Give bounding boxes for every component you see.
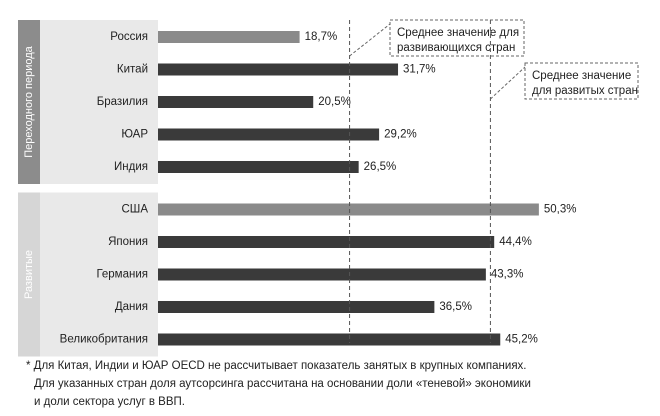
value-label: 20,5%	[318, 96, 351, 108]
value-label: 26,5%	[363, 161, 397, 173]
reference-connector	[490, 67, 525, 99]
category-label: Дания	[114, 301, 148, 313]
footnote-line: * Для Китая, Индии и ЮАР OECD не рассчитывает показатель занятых в крупных компаниях.	[26, 360, 527, 372]
category-label: Германия	[96, 268, 148, 281]
reference-label: для развитых стран	[532, 85, 638, 97]
bar	[158, 334, 500, 346]
footnote-line: Для указанных стран доля аутсорсинга рассчитана на основании доли «теневой» экономики	[34, 378, 531, 390]
category-label: Индия	[114, 161, 148, 173]
bar	[158, 31, 300, 43]
category-label: Бразилия	[96, 96, 148, 108]
reference-label: Среднее значение	[532, 70, 632, 82]
footnote-line: и доли сектора услуг в ВВП.	[34, 396, 185, 408]
value-label: 18,7%	[304, 31, 338, 43]
category-label: США	[121, 203, 148, 216]
value-label: 50,3%	[543, 203, 577, 216]
bar	[158, 96, 313, 108]
group-label: Развитые	[23, 249, 35, 300]
group-label: Переходного периода	[23, 46, 35, 158]
category-label: Великобритания	[59, 333, 148, 346]
bar	[158, 236, 494, 248]
bar	[158, 64, 398, 76]
bar	[158, 161, 359, 173]
bar	[158, 204, 539, 216]
value-label: 29,2%	[384, 128, 417, 141]
reference-label: Среднее значение для	[397, 27, 520, 39]
category-label: Россия	[110, 31, 148, 43]
category-label: Китай	[116, 63, 148, 76]
value-label: 43,3%	[490, 268, 524, 281]
category-label: Япония	[108, 236, 148, 248]
value-label: 36,5%	[439, 301, 472, 313]
footnote	[26, 357, 646, 411]
value-label: 45,2%	[505, 333, 538, 346]
value-label: 31,7%	[403, 63, 436, 76]
bar	[158, 129, 379, 141]
reference-connector	[350, 24, 390, 56]
value-label: 44,4%	[499, 236, 532, 248]
bar	[158, 301, 434, 313]
reference-label: развивающихся стран	[397, 42, 516, 54]
bar	[158, 269, 486, 281]
category-label: ЮАР	[121, 128, 148, 141]
